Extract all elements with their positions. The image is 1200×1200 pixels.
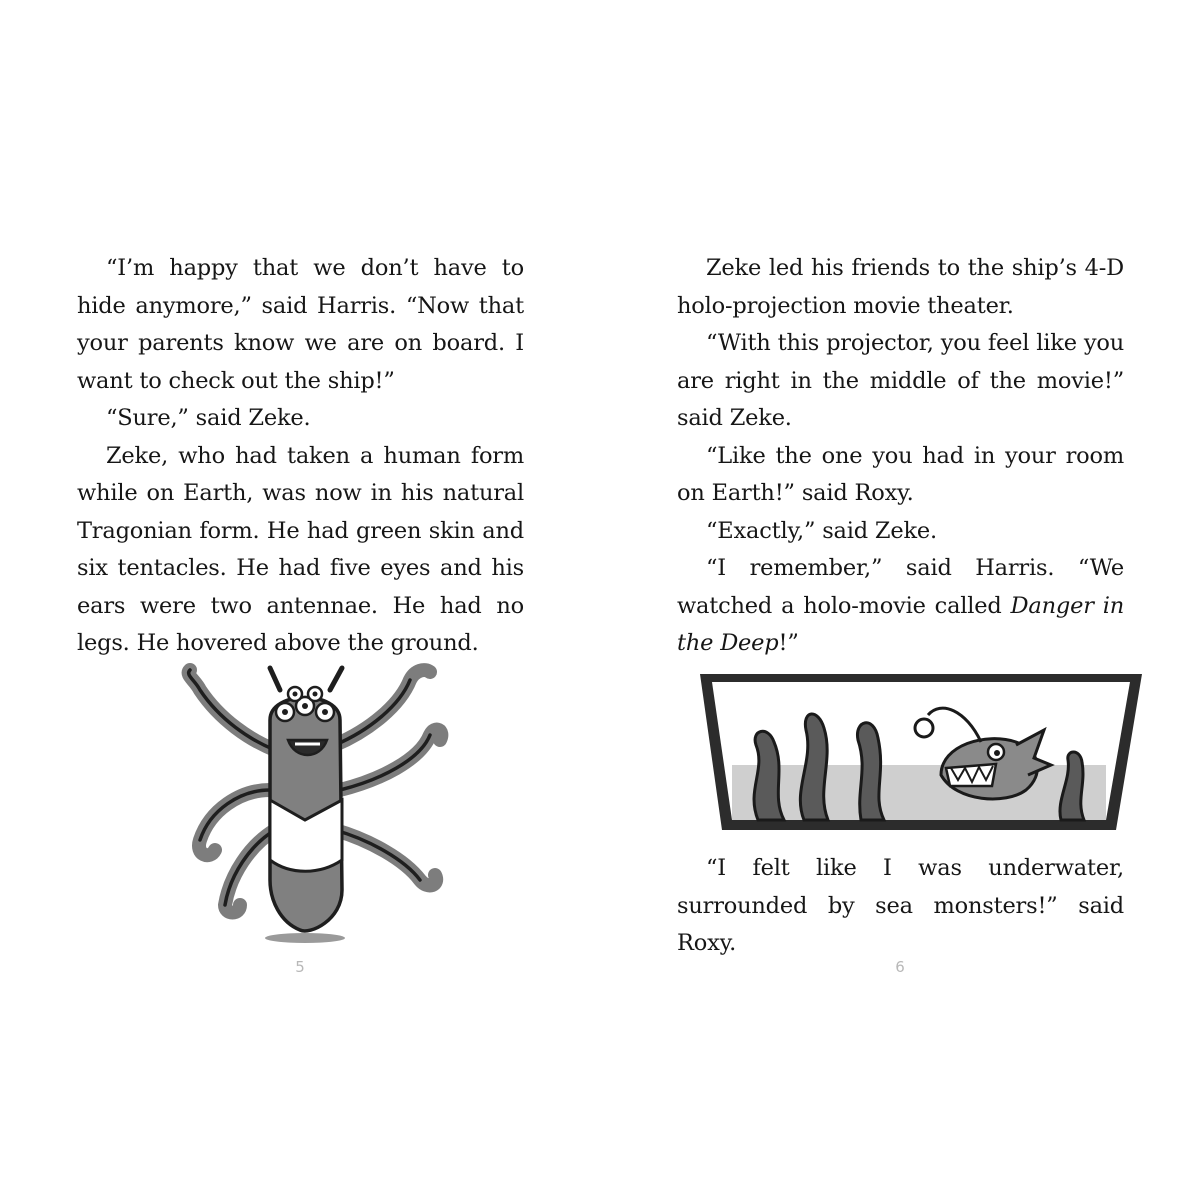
paragraph: “Exactly,” said Zeke. bbox=[706, 517, 937, 544]
right-page bbox=[600, 0, 1200, 1200]
paragraph: “Sure,” said Zeke. bbox=[106, 405, 311, 431]
paragraph: “Like the one you had in your room on Earth!” said Roxy. bbox=[677, 442, 1124, 506]
left-text-column bbox=[77, 250, 524, 663]
paragraph: “I’m happy that we don’t have to hide anymore,” said Harris. “Now that your parents know we are on board. I want to check out the ship!” bbox=[77, 255, 524, 394]
right-text-column bbox=[677, 250, 1124, 663]
zeke-tragonian-icon bbox=[170, 660, 460, 950]
movie-title: Danger in the Deep bbox=[677, 592, 1124, 656]
page-number: 5 bbox=[295, 958, 305, 976]
paragraph: “I felt like I was underwater, surrounded by sea monsters!” said Roxy. bbox=[677, 855, 1124, 956]
paragraph bbox=[677, 550, 1124, 663]
quote-tail: !” bbox=[778, 630, 799, 656]
paragraph: Zeke led his friends to the ship’s 4-D holo-projection movie theater. bbox=[677, 255, 1124, 319]
paragraph: “With this projector, you feel like you are right in the middle of the movie!” said Zeke. bbox=[677, 330, 1124, 431]
paragraph: Zeke, who had taken a human form while on Earth, was now in his natural Tragonian form. He had green skin and six tentacles. He had five eyes and his ears were two antennae. He had no legs. He hovered above the ground. bbox=[77, 442, 524, 656]
right-text-column-after bbox=[677, 850, 1124, 963]
anglerfish-screen-icon bbox=[696, 670, 1146, 835]
quote-lead: “I remember,” said Harris. “We watched a holo-movie called bbox=[677, 555, 1124, 619]
page-number: 6 bbox=[895, 958, 905, 976]
